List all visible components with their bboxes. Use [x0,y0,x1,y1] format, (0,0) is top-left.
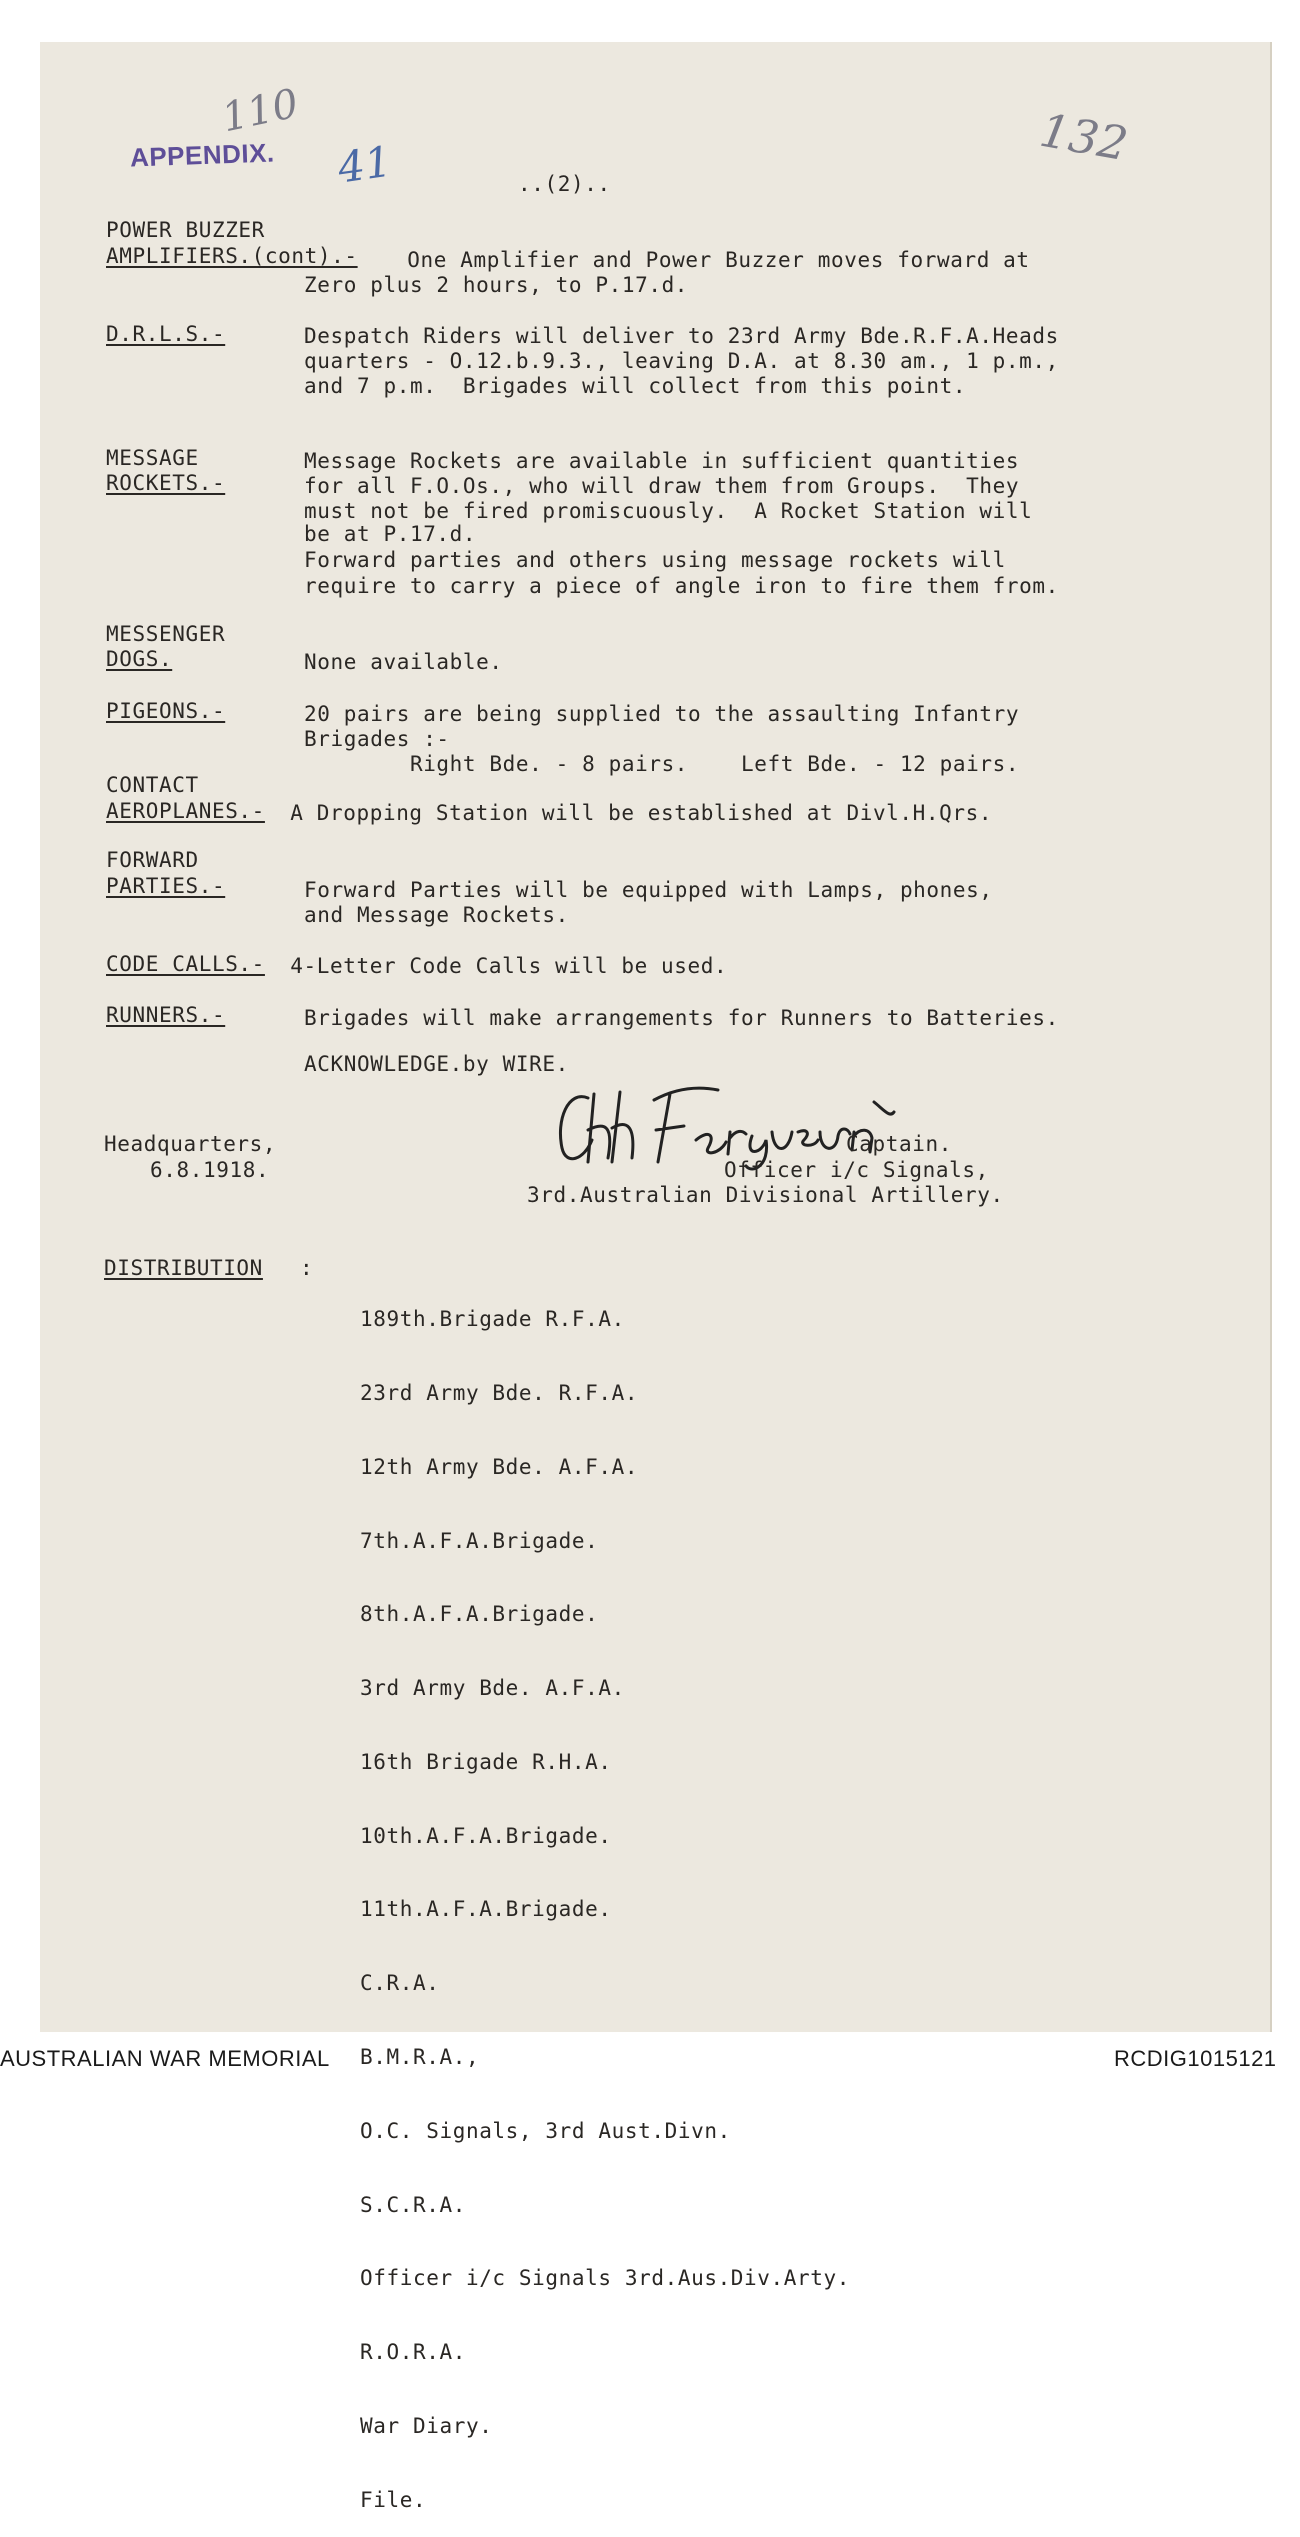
power-buzzer-line-1: One Amplifier and Power Buzzer moves forward at [394,248,1030,272]
distribution-item: C.R.A. [360,1971,440,1996]
aeroplanes-heading: AEROPLANES.- [106,799,265,823]
footer-record-id: RCDIG1015121 [1114,2046,1277,2071]
distribution-item: 189th.Brigade R.F.A. [360,1307,625,1332]
distribution-item: 8th.A.F.A.Brigade. [360,1602,599,1627]
amplifiers-heading: AMPLIFIERS.(cont).- [106,244,358,268]
distribution-item: 12th Army Bde. A.F.A. [360,1454,639,1479]
forward-parties-line-1: Forward Parties will be equipped with Lamps, phones, [304,878,993,902]
messenger-dogs-text: None available. [304,650,503,674]
pigeons-line-3: Right Bde. - 8 pairs. Left Bde. - 12 pairs. [304,752,1020,776]
code-calls-heading: CODE CALLS.- [106,952,265,976]
power-buzzer-line-2: Zero plus 2 hours, to P.17.d. [304,273,689,297]
rockets-heading: ROCKETS.- [106,471,226,495]
corner-number: 132 [1035,102,1132,172]
distribution-item: S.C.R.A. [360,2192,466,2217]
appendix-stamp: APPENDIX. [129,137,276,173]
signatory-title: Officer i/c Signals, [724,1158,989,1182]
distribution-item: 3rd Army Bde. A.F.A. [360,1676,625,1701]
drls-line-3: and 7 p.m. Brigades will collect from this point. [304,374,967,398]
rockets-line-5: Forward parties and others using message rockets will [304,548,1006,572]
forward-parties-line-2: and Message Rockets. [304,903,569,927]
footer-institution: AUSTRALIAN WAR MEMORIAL [0,2046,330,2071]
drls-line-1: Despatch Riders will deliver to 23rd Army Bde.R.F.A.Heads [304,324,1059,348]
pigeons-heading: PIGEONS.- [106,699,226,723]
distribution-item: R.O.R.A. [360,2340,466,2365]
distribution-item: B.M.R.A., [360,2045,480,2069]
rockets-line-3: must not be fired promiscuously. A Rocket Station will [304,499,1033,523]
distribution-item: 11th.A.F.A.Brigade. [360,1897,612,1922]
pigeons-line-1: 20 pairs are being supplied to the assaulting Infantry [304,702,1020,726]
headquarters-label: Headquarters, [104,1132,277,1156]
distribution-item: 23rd Army Bde. R.F.A. [360,1380,639,1405]
signatory-unit: 3rd.Australian Divisional Artillery. [527,1183,1004,1207]
pencil-page-number: 110 [218,80,303,142]
contact-heading: CONTACT [106,773,199,797]
messenger-dogs-heading: MESSENGER [106,622,226,646]
distribution-item: 7th.A.F.A.Brigade. [360,1528,599,1553]
drls-line-2: quarters - O.12.b.9.3., leaving D.A. at 8.30 am., 1 p.m., [304,349,1059,373]
distribution-item: 10th.A.F.A.Brigade. [360,1823,612,1848]
runners-text: Brigades will make arrangements for Runners to Batteries. [304,1006,1059,1030]
parties-heading: PARTIES.- [106,874,226,898]
dogs-heading: DOGS. [106,647,173,671]
distribution-item: Officer i/c Signals 3rd.Aus.Div.Arty. [360,2266,850,2291]
distribution-label: DISTRIBUTION [104,1256,263,1280]
distribution-item: O.C. Signals, 3rd Aust.Divn. [360,2118,731,2143]
distribution-item: War Diary. [360,2413,493,2438]
contact-aeroplanes-text: A Dropping Station will be established at Divl.H.Qrs. [277,801,993,825]
rockets-line-6: require to carry a piece of angle iron to fire them from. [304,574,1059,598]
forward-heading: FORWARD [106,848,199,872]
distribution-item: 16th Brigade R.H.A. [360,1749,612,1774]
pigeons-line-2: Brigades :- [304,727,450,751]
runners-heading: RUNNERS.- [106,1003,226,1027]
distribution-item: File. [360,2487,427,2512]
acknowledge-text: ACKNOWLEDGE.by WIRE. [304,1052,569,1076]
distribution-colon: : [300,1256,314,1280]
code-calls-text: 4-Letter Code Calls will be used. [277,954,728,978]
ink-number: 41 [334,136,395,193]
rockets-line-2: for all F.O.Os., who will draw them from Groups. They [304,474,1020,498]
power-buzzer-heading: POWER BUZZER [106,218,265,242]
rockets-line-1: Message Rockets are available in sufficient quantities [304,449,1020,473]
distribution-list [360,1258,850,2537]
drls-heading: D.R.L.S.- [106,322,226,346]
page-marker: ..(2).. [518,172,611,196]
rockets-line-4: be at P.17.d. [304,522,477,546]
document-date: 6.8.1918. [150,1158,270,1182]
message-rockets-heading: MESSAGE [106,446,199,470]
signatory-rank: Captain. [846,1132,952,1156]
